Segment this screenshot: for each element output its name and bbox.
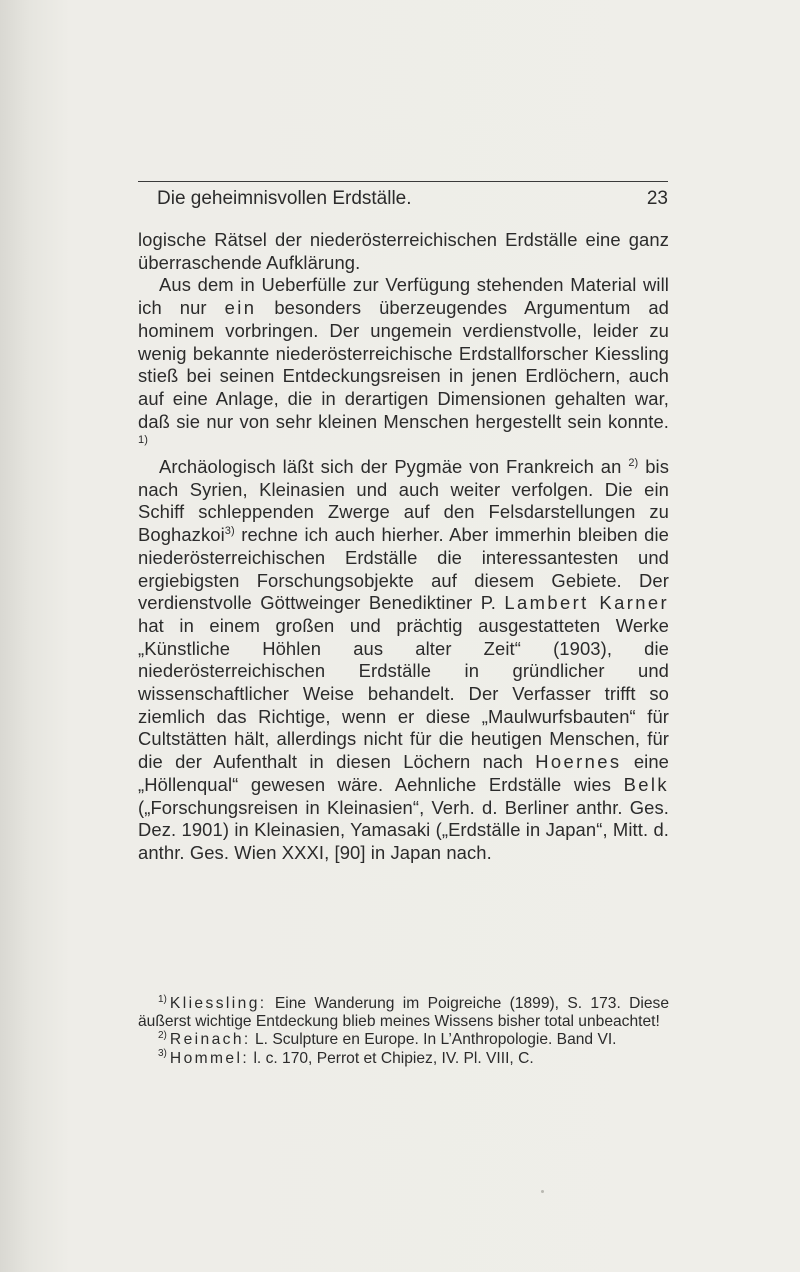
paragraph-2-text-b: besonders überzeugendes Argumentum ad hominem vorbringen. Der ungemein verdienstvolle, leider zu wenig bekannte niederösterreichische Erdstallforscher Kiessling stieß bei seinen Entdeckungsreisen in jenen Erdlöchern, auch auf eine Anlage, die in derartigen Dimensionen gehalten war, daß sie nur von sehr kleinen Menschen hergestellt sein konnte. [138, 297, 670, 432]
footnote-mark-2: 2) [158, 1030, 167, 1042]
paragraph-3-text-e: eine „Höllenqual“ gewesen wäre. Aehnliche Erdställe wies [138, 751, 669, 795]
footnote-2-author: Reinach: [169, 1031, 251, 1049]
footnote-1-text: Eine Wanderung im Poigreiche (1899), S. 173. Diese äußerst wichtige Entdeckung blieb meines Wissens bisher total unbeachtet! [138, 995, 669, 1031]
name-belk: Belk [623, 773, 669, 795]
footnote-mark-3: 3) [158, 1048, 167, 1060]
footnote-ref-1: 1) [138, 434, 148, 447]
footnote-1-author: Kliessling: [169, 995, 267, 1012]
running-title: Die geheimnisvollen Erdställe. [157, 188, 412, 209]
header-rule [138, 181, 668, 182]
footnote-3-text: l. c. 170, Perrot et Chipiez, IV. Pl. VIII, C. [253, 1049, 534, 1067]
paragraph-3-text-c: rechne ich auch hierher. Aber immerhin bleiben die niederösterreichischen Erdställe die interessantesten und ergiebigsten Forschungsobjekte auf diesem Gebiete. Der verdienstvolle Göttweinger Benediktiner P. [138, 524, 670, 614]
paragraph-3-text-f: („Forschungsreisen in Kleinasien“, Verh. d. Berliner anthr. Ges. Dez. 1901) in Kleinasien, Yamasaki („Erdställe in Japan“, Mitt. d. anthr. Ges. Wien XXXI, [90] in Japan nach. [138, 796, 669, 863]
paragraph-3-text-a: Archäologisch läßt sich der Pygmäe von Frankreich an [159, 456, 622, 478]
footnote-3 [138, 1050, 669, 1068]
paragraph-3-text-b: bis nach Syrien, Kleinasien und auch weiter verfolgen. Die ein Schiff schleppenden Zwerge auf den Felsdarstellungen zu Boghazkoi [138, 456, 669, 546]
body-text [138, 229, 669, 865]
footnotes [138, 995, 669, 1068]
footnote-1 [138, 995, 669, 1031]
emphasis-ein: ein [224, 297, 257, 319]
footnote-mark-1: 1) [158, 993, 167, 1005]
footnote-2-text: L. Sculpture en Europe. In L’Anthropologie. Band VI. [255, 1031, 617, 1049]
paragraph-3 [138, 456, 669, 865]
page-number: 23 [646, 188, 668, 209]
paragraph-2 [138, 274, 669, 456]
paragraph-2-text-a: Aus dem in Ueberfülle zur Verfügung stehenden Material will ich nur [138, 274, 669, 319]
footnote-2 [138, 1031, 669, 1049]
footnote-ref-3: 3) [224, 525, 235, 538]
paper-speck [541, 1190, 544, 1193]
paragraph-1-text: logische Rätsel der niederösterreichischen Erdställe eine ganz überraschende Aufklärung. [138, 229, 669, 273]
footnote-3-author: Hommel: [169, 1049, 250, 1067]
name-lambert-karner: Lambert Karner [504, 592, 670, 614]
name-hoernes: Hoernes [535, 751, 622, 773]
paragraph-3-text-d: hat in einem großen und prächtig ausgestatteten Werke „Künstliche Höhlen aus alter Zeit“ (1903), die niederösterreichischen Erdställe in gründlicher und wissenschaftlicher Weise behandelt. Der Verfasser trifft so ziemlich das Richtige, wenn er diese „Maulwurfsbauten“ für Cultstätten hält, allerdings nicht für die heutigen Menschen, für die der Aufenthalt in diesen Löchern nach [138, 614, 669, 773]
running-header [138, 186, 668, 212]
paragraph-1 [138, 229, 669, 274]
footnote-ref-2: 2) [628, 456, 639, 469]
